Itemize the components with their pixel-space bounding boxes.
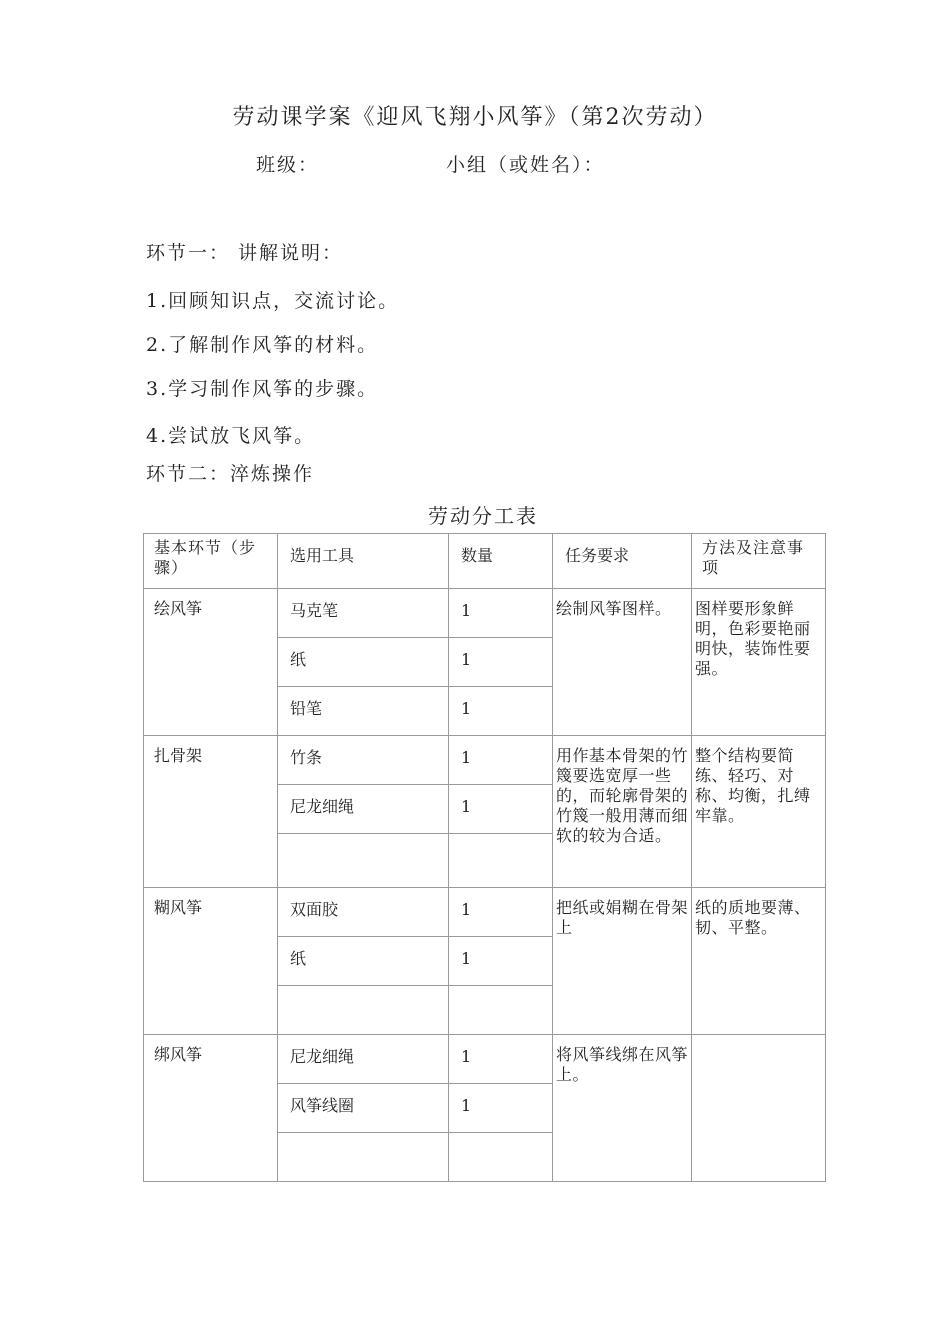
tool-cell: 纸 — [278, 638, 449, 687]
tool-cell: 双面胶 — [278, 888, 449, 937]
qty-cell: 1 — [449, 687, 553, 736]
table-row — [144, 736, 826, 785]
step-cell: 糊风筝 — [144, 888, 278, 1035]
tool-cell: 尼龙细绳 — [278, 1035, 449, 1084]
method-cell: 整个结构要简练、轻巧、对称、均衡，扎缚牢靠。 — [692, 736, 826, 888]
method-cell — [692, 1035, 826, 1182]
section1-item: 1.回顾知识点，交流讨论。 — [146, 290, 400, 312]
tool-cell — [278, 1133, 449, 1182]
header-step: 基本环节（步骤） — [144, 534, 278, 589]
requirement-cell: 用作基本骨架的竹篾要选宽厚一些的，而轮廓骨架的竹篾一般用薄而细软的较为合适。 — [553, 736, 692, 888]
qty-cell: 1 — [449, 736, 553, 785]
header-qty: 数量 — [449, 534, 553, 589]
step-cell: 绘风筝 — [144, 589, 278, 736]
qty-cell: 1 — [449, 1035, 553, 1084]
header-tools: 选用工具 — [278, 534, 449, 589]
requirement-cell: 把纸或娟糊在骨架上 — [553, 888, 692, 1035]
qty-cell: 1 — [449, 888, 553, 937]
qty-cell: 1 — [449, 589, 553, 638]
labor-division-table — [143, 533, 826, 1182]
tool-cell: 马克笔 — [278, 589, 449, 638]
requirement-cell: 将风筝线绑在风筝上。 — [553, 1035, 692, 1182]
tool-cell: 风筝线圈 — [278, 1084, 449, 1133]
table-row — [144, 1035, 826, 1084]
section1-item: 3.学习制作风筝的步骤。 — [146, 378, 379, 400]
section1-heading: 环节一： 讲解说明： — [146, 242, 344, 264]
tool-cell: 竹条 — [278, 736, 449, 785]
table-row — [144, 589, 826, 638]
method-cell: 纸的质地要薄、韧、平整。 — [692, 888, 826, 1035]
page-title: 劳动课学案《迎风飞翔小风筝》（第2次劳动） — [232, 105, 718, 130]
table-row — [144, 888, 826, 937]
qty-cell: 1 — [449, 1084, 553, 1133]
tool-cell — [278, 834, 449, 888]
tool-cell: 尼龙细绳 — [278, 785, 449, 834]
qty-cell: 1 — [449, 785, 553, 834]
qty-cell — [449, 1133, 553, 1182]
qty-cell — [449, 834, 553, 888]
step-cell: 绑风筝 — [144, 1035, 278, 1182]
qty-cell: 1 — [449, 937, 553, 986]
method-cell: 图样要形象鲜明，色彩要艳丽明快，装饰性要强。 — [692, 589, 826, 736]
qty-cell — [449, 986, 553, 1035]
section2-heading: 环节二：淬炼操作 — [146, 463, 315, 485]
step-cell: 扎骨架 — [144, 736, 278, 888]
tool-cell: 铅笔 — [278, 687, 449, 736]
class-label: 班级： — [256, 154, 320, 176]
tool-cell: 纸 — [278, 937, 449, 986]
qty-cell: 1 — [449, 638, 553, 687]
requirement-cell: 绘制风筝图样。 — [553, 589, 692, 736]
header-method: 方法及注意事项 — [692, 534, 826, 589]
header-requirement: 任务要求 — [553, 534, 692, 589]
table-caption: 劳动分工表 — [428, 504, 538, 528]
tool-cell — [278, 986, 449, 1035]
table-header-row — [144, 534, 826, 589]
section1-item: 2.了解制作风筝的材料。 — [146, 334, 379, 356]
section1-item: 4.尝试放飞风筝。 — [146, 425, 316, 447]
group-label: 小组（或姓名）： — [446, 154, 605, 176]
